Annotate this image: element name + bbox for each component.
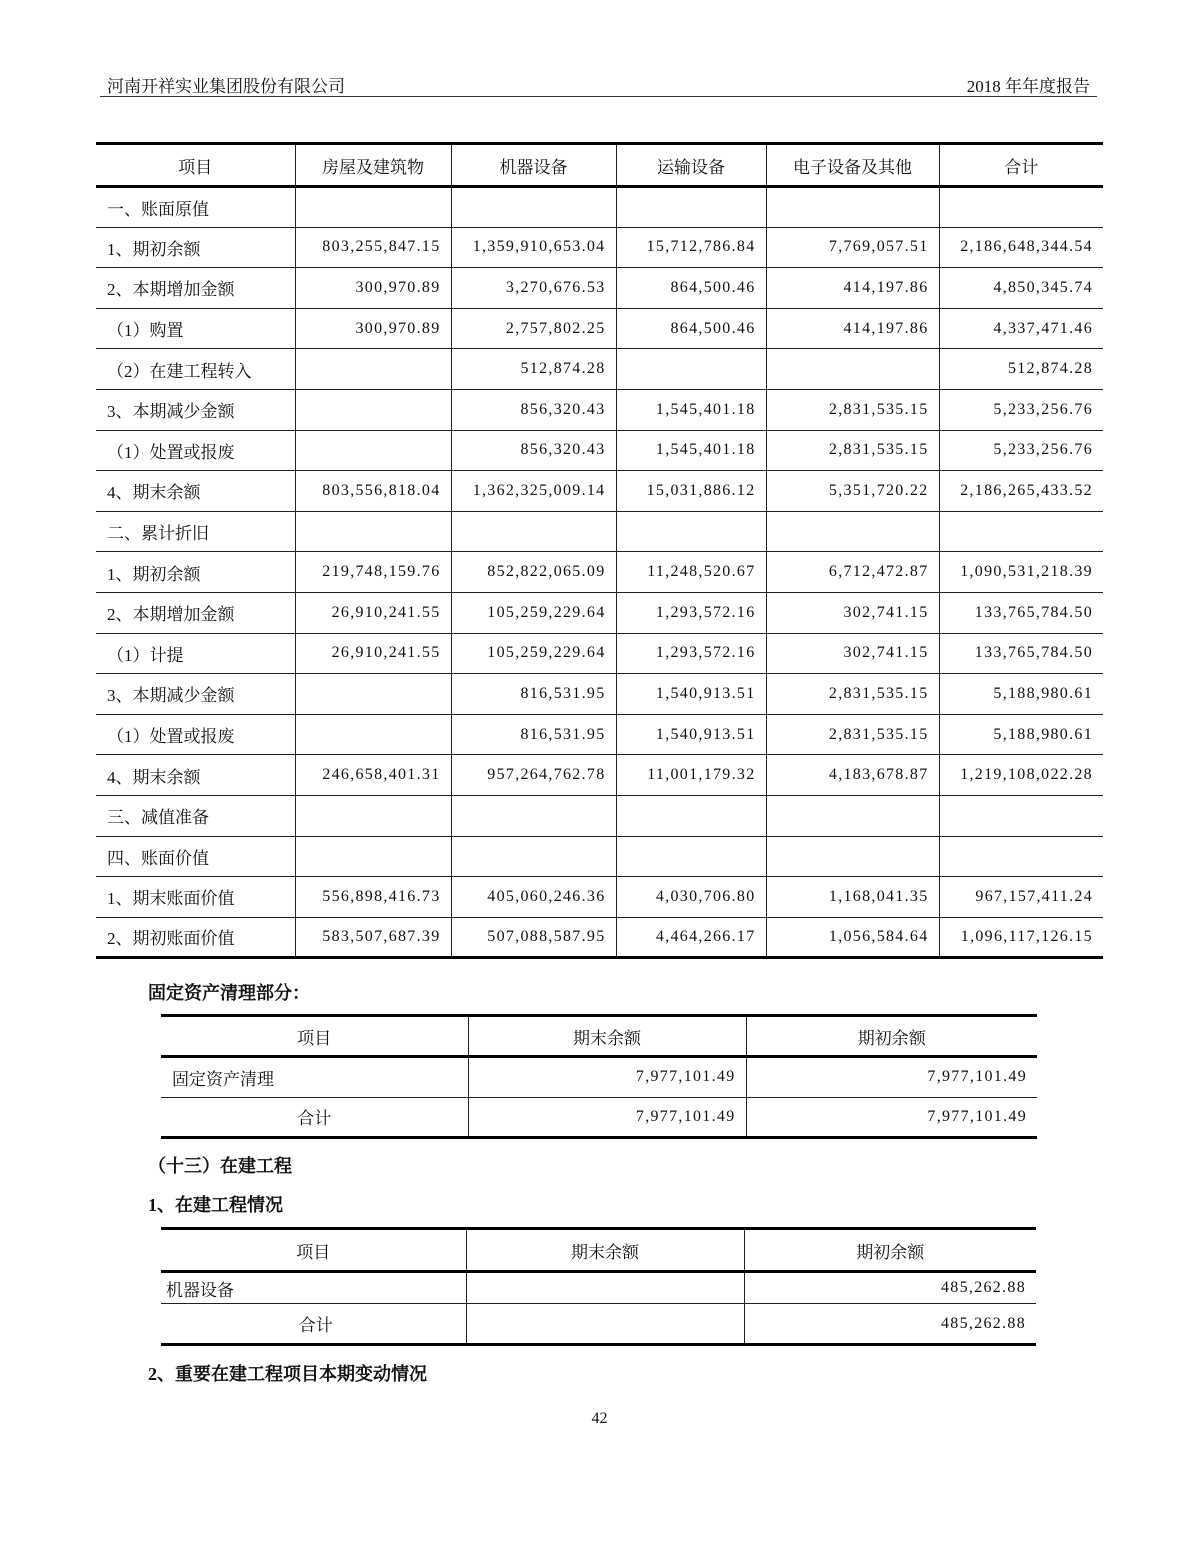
row-label: 机器设备 [161, 1272, 466, 1304]
column-header-item: 项目 [161, 1229, 466, 1272]
disposal-heading: 固定资产清理部分： [148, 983, 310, 1003]
value-cell [766, 836, 939, 877]
value-cell: 864,500.46 [616, 268, 766, 309]
row-label: 3、本期减少金额 [96, 389, 295, 430]
value-cell: 300,970.89 [295, 268, 451, 309]
value-cell: 856,320.43 [451, 389, 616, 430]
table-row [96, 795, 1103, 836]
value-cell [295, 674, 451, 715]
value-cell: 2,757,802.25 [451, 308, 616, 349]
column-header-ending-balance: 期末余额 [466, 1229, 744, 1272]
value-cell: 2,831,535.15 [766, 430, 939, 471]
value-cell [466, 1304, 744, 1345]
value-cell: 856,320.43 [451, 430, 616, 471]
value-cell: 6,712,472.87 [766, 552, 939, 593]
row-label: （2）在建工程转入 [96, 349, 295, 390]
value-cell: 1,540,913.51 [616, 674, 766, 715]
value-cell [295, 795, 451, 836]
row-label: 3、本期减少金额 [96, 674, 295, 715]
value-cell: 302,741.15 [766, 633, 939, 674]
table-row [96, 633, 1103, 674]
value-cell: 5,188,980.61 [939, 674, 1103, 715]
value-cell: 219,748,159.76 [295, 552, 451, 593]
value-cell: 5,233,256.76 [939, 430, 1103, 471]
column-header-machinery: 机器设备 [451, 144, 616, 187]
value-cell [451, 836, 616, 877]
value-cell: 816,531.95 [451, 714, 616, 755]
report-title: 2018 年年度报告 [966, 77, 1090, 96]
value-cell: 485,262.88 [744, 1304, 1036, 1345]
value-cell: 2,186,648,344.54 [939, 227, 1103, 268]
value-cell: 3,270,676.53 [451, 268, 616, 309]
value-cell: 7,769,057.51 [766, 227, 939, 268]
total-row [161, 1304, 1036, 1345]
table-row [96, 592, 1103, 633]
value-cell [939, 187, 1103, 228]
value-cell: 803,255,847.15 [295, 227, 451, 268]
row-label: （1）处置或报废 [96, 714, 295, 755]
value-cell [295, 836, 451, 877]
value-cell [616, 349, 766, 390]
value-cell [295, 187, 451, 228]
column-header-transport: 运输设备 [616, 144, 766, 187]
row-label: 四、账面价值 [96, 836, 295, 877]
value-cell: 26,910,241.55 [295, 592, 451, 633]
value-cell [766, 511, 939, 552]
value-cell: 4,030,706.80 [616, 877, 766, 918]
value-cell [939, 511, 1103, 552]
row-label: 合计 [161, 1097, 468, 1138]
column-header-item: 项目 [96, 144, 295, 187]
value-cell: 5,351,720.22 [766, 471, 939, 512]
row-label: 2、期初账面价值 [96, 917, 295, 958]
value-cell: 300,970.89 [295, 308, 451, 349]
value-cell [451, 511, 616, 552]
value-cell: 1,096,117,126.15 [939, 917, 1103, 958]
row-label: 合计 [161, 1304, 466, 1345]
value-cell: 26,910,241.55 [295, 633, 451, 674]
value-cell: 7,977,101.49 [746, 1057, 1037, 1098]
cip-heading: （十三）在建工程 [148, 1156, 292, 1176]
table-row [96, 308, 1103, 349]
row-label: 固定资产清理 [161, 1057, 468, 1098]
value-cell: 15,031,886.12 [616, 471, 766, 512]
value-cell [939, 795, 1103, 836]
value-cell: 967,157,411.24 [939, 877, 1103, 918]
table-row [161, 1272, 1036, 1304]
value-cell: 4,337,471.46 [939, 308, 1103, 349]
company-name: 河南开祥实业集团股份有限公司 [107, 77, 345, 96]
table-row [96, 674, 1103, 715]
value-cell: 512,874.28 [939, 349, 1103, 390]
value-cell: 133,765,784.50 [939, 592, 1103, 633]
row-label: 2、本期增加金额 [96, 268, 295, 309]
row-label: 二、累计折旧 [96, 511, 295, 552]
value-cell: 302,741.15 [766, 592, 939, 633]
value-cell: 583,507,687.39 [295, 917, 451, 958]
value-cell: 2,831,535.15 [766, 714, 939, 755]
row-label: 三、减值准备 [96, 795, 295, 836]
value-cell [295, 714, 451, 755]
column-header-buildings: 房屋及建筑物 [295, 144, 451, 187]
row-label: （1）处置或报废 [96, 430, 295, 471]
value-cell: 5,188,980.61 [939, 714, 1103, 755]
value-cell: 5,233,256.76 [939, 389, 1103, 430]
value-cell: 485,262.88 [744, 1272, 1036, 1304]
value-cell: 133,765,784.50 [939, 633, 1103, 674]
table-row [96, 389, 1103, 430]
cip-table [161, 1227, 1036, 1346]
value-cell: 957,264,762.78 [451, 755, 616, 796]
value-cell: 7,977,101.49 [468, 1097, 746, 1138]
value-cell: 4,850,345.74 [939, 268, 1103, 309]
column-header-item: 项目 [161, 1016, 468, 1057]
cip-subheading: 1、在建工程情况 [148, 1195, 283, 1215]
table-row [96, 511, 1103, 552]
column-header-opening-balance: 期初余额 [746, 1016, 1037, 1057]
value-cell: 816,531.95 [451, 674, 616, 715]
value-cell [295, 430, 451, 471]
table-row [96, 552, 1103, 593]
row-label: 一、账面原值 [96, 187, 295, 228]
value-cell: 15,712,786.84 [616, 227, 766, 268]
header-rule [100, 96, 1097, 97]
table-row [96, 714, 1103, 755]
table-header-row [161, 1229, 1036, 1272]
value-cell: 1,540,913.51 [616, 714, 766, 755]
value-cell: 11,001,179.32 [616, 755, 766, 796]
value-cell: 7,977,101.49 [468, 1057, 746, 1098]
value-cell: 405,060,246.36 [451, 877, 616, 918]
value-cell [295, 389, 451, 430]
value-cell: 4,464,266.17 [616, 917, 766, 958]
value-cell: 803,556,818.04 [295, 471, 451, 512]
value-cell: 414,197.86 [766, 308, 939, 349]
table-row [96, 227, 1103, 268]
table-row [96, 349, 1103, 390]
value-cell: 1,362,325,009.14 [451, 471, 616, 512]
row-label: （1）购置 [96, 308, 295, 349]
value-cell: 7,977,101.49 [746, 1097, 1037, 1138]
value-cell: 4,183,678.87 [766, 755, 939, 796]
row-label: 4、期末余额 [96, 755, 295, 796]
value-cell: 1,219,108,022.28 [939, 755, 1103, 796]
value-cell: 1,545,401.18 [616, 389, 766, 430]
table-row [96, 836, 1103, 877]
value-cell [616, 795, 766, 836]
value-cell: 2,831,535.15 [766, 389, 939, 430]
value-cell [451, 795, 616, 836]
next-heading: 2、重要在建工程项目本期变动情况 [148, 1364, 427, 1384]
table-row [96, 268, 1103, 309]
value-cell [939, 836, 1103, 877]
value-cell: 246,658,401.31 [295, 755, 451, 796]
fixed-assets-table [96, 142, 1103, 959]
column-header-opening-balance: 期初余额 [744, 1229, 1036, 1272]
value-cell: 1,293,572.16 [616, 592, 766, 633]
value-cell [616, 511, 766, 552]
column-header-electronics: 电子设备及其他 [766, 144, 939, 187]
value-cell: 1,056,584.64 [766, 917, 939, 958]
value-cell: 1,293,572.16 [616, 633, 766, 674]
value-cell: 1,545,401.18 [616, 430, 766, 471]
value-cell [295, 349, 451, 390]
column-header-ending-balance: 期末余额 [468, 1016, 746, 1057]
row-label: 1、期初余额 [96, 227, 295, 268]
value-cell: 105,259,229.64 [451, 633, 616, 674]
value-cell: 864,500.46 [616, 308, 766, 349]
table-row [96, 917, 1103, 958]
value-cell: 507,088,587.95 [451, 917, 616, 958]
value-cell: 2,831,535.15 [766, 674, 939, 715]
value-cell: 1,359,910,653.04 [451, 227, 616, 268]
value-cell: 852,822,065.09 [451, 552, 616, 593]
table-header-row [161, 1016, 1037, 1057]
value-cell [766, 349, 939, 390]
value-cell: 11,248,520.67 [616, 552, 766, 593]
value-cell: 1,168,041.35 [766, 877, 939, 918]
value-cell [616, 836, 766, 877]
value-cell: 556,898,416.73 [295, 877, 451, 918]
table-row [96, 755, 1103, 796]
table-row [161, 1057, 1037, 1098]
value-cell: 1,090,531,218.39 [939, 552, 1103, 593]
table-row [96, 877, 1103, 918]
table-header-row [96, 144, 1103, 187]
row-label: 4、期末余额 [96, 471, 295, 512]
value-cell: 105,259,229.64 [451, 592, 616, 633]
value-cell [466, 1272, 744, 1304]
value-cell: 2,186,265,433.52 [939, 471, 1103, 512]
row-label: 1、期末账面价值 [96, 877, 295, 918]
row-label: （1）计提 [96, 633, 295, 674]
row-label: 2、本期增加金额 [96, 592, 295, 633]
table-row [96, 471, 1103, 512]
row-label: 1、期初余额 [96, 552, 295, 593]
column-header-total: 合计 [939, 144, 1103, 187]
value-cell [616, 187, 766, 228]
page-number: 42 [591, 1410, 608, 1427]
disposal-table [161, 1014, 1037, 1139]
value-cell: 512,874.28 [451, 349, 616, 390]
value-cell: 414,197.86 [766, 268, 939, 309]
value-cell [295, 511, 451, 552]
table-row [96, 187, 1103, 228]
total-row [161, 1097, 1037, 1138]
value-cell [766, 795, 939, 836]
table-row [96, 430, 1103, 471]
value-cell [766, 187, 939, 228]
value-cell [451, 187, 616, 228]
